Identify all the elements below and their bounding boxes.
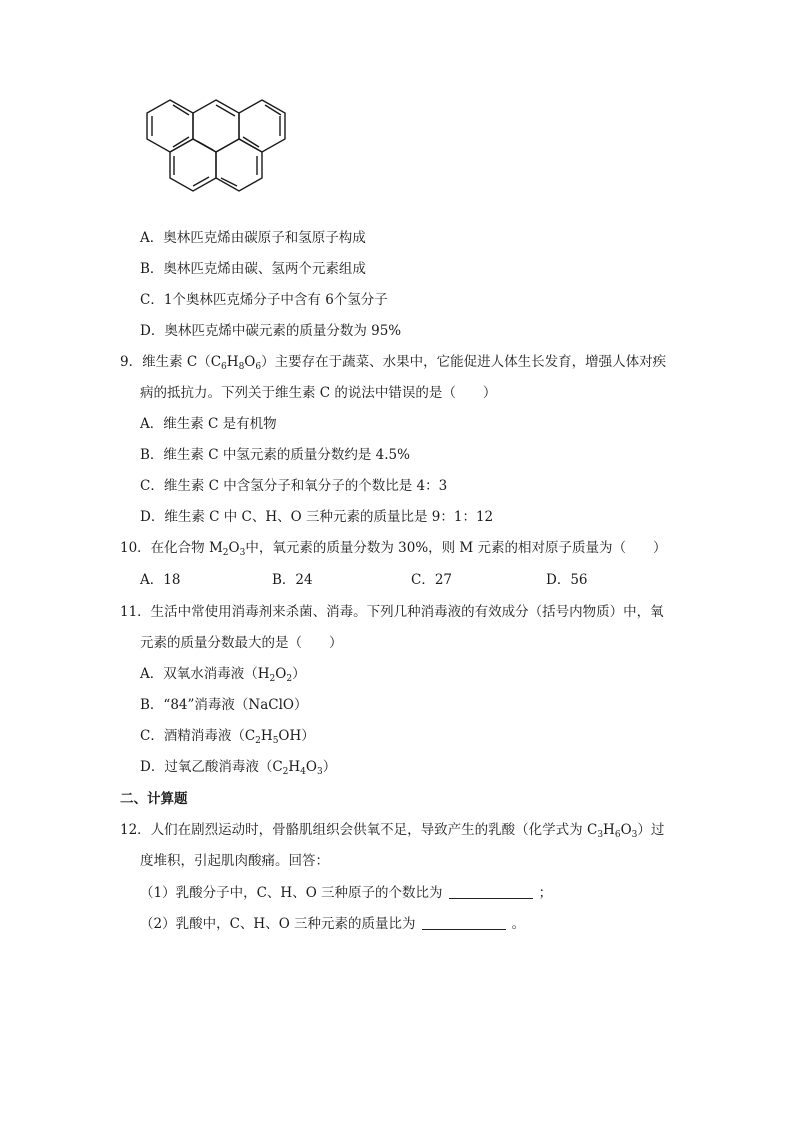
- q9-option-a: A．维生素 C 是有机物: [140, 416, 277, 432]
- q8-option-a: A．奥林匹克烯由碳原子和氢原子构成: [140, 230, 366, 246]
- q11-stem-line2: 元素的质量分数最大的是（ ）: [140, 635, 343, 651]
- q12-stem-line1: 12．人们在剧烈运动时，骨骼肌组织会供氧不足，导致产生的乳酸（化学式为 $C_3H_6O_3$）过: [120, 822, 665, 840]
- q10-option-c: C．27: [411, 572, 453, 588]
- q10-option-a: A．18: [140, 572, 181, 588]
- q12-stem-line2: 度堆积，引起肌肉酸痛。回答：: [140, 853, 329, 869]
- q12-part1: （1）乳酸分子中，C、H、O 三种原子的个数比为 ；: [140, 885, 553, 901]
- section-heading: 二、计算题: [120, 791, 188, 807]
- q11-option-d: D．过氧乙酸消毒液$(C_2H_4O_3)$: [140, 759, 337, 777]
- q9-option-d: D．维生素 C 中 C、H、O 三种元素的质量比是 9：1：12: [140, 509, 494, 525]
- q11-option-a: A．双氧水消毒液$(H_2O_2)$: [140, 666, 306, 684]
- q11-option-b: B．“84”消毒液（NaClO）: [140, 697, 308, 713]
- q10-option-d: D．56: [546, 572, 588, 588]
- q12-part2-answer-blank[interactable]: [422, 915, 506, 930]
- q12-part1-answer-blank[interactable]: [449, 884, 533, 899]
- q11-stem-line1: 11．生活中常使用消毒剂来杀菌、消毒。下列几种消毒液的有效成分（括号内物质）中，氧: [120, 604, 664, 620]
- q9-stem-line1: 9．维生素 $C(C_6H_8O_6)$主要存在于蔬菜、水果中，它能促进人体生长发育，增强人体对疾: [120, 354, 667, 372]
- q9-option-c: C．维生素 C 中含氢分子和氧分子的个数比是 4：3: [140, 478, 448, 494]
- q9-option-b: B．维生素 C 中氢元素的质量分数约是 4.5%: [140, 447, 410, 463]
- q10-option-b: B．24: [272, 572, 313, 588]
- olympicene-structure-diagram: [124, 88, 324, 223]
- q9-stem-line2: 病的抵抗力。下列关于维生素 C 的说法中错误的是（ ）: [140, 385, 497, 401]
- q10-stem: 10．在化合物 $M_2O_3$中，氧元素的质量分数为 30%，则 M 元素的相对原子质量为（ ）: [120, 540, 667, 558]
- q8-option-b: B．奥林匹克烯由碳、氢两个元素组成: [140, 261, 366, 277]
- q8-option-c: C．1个奥林匹克烯分子中含有 6个氢分子: [140, 292, 388, 308]
- q8-option-d: D．奥林匹克烯中碳元素的质量分数为 95%: [140, 323, 402, 339]
- q11-option-c: C．酒精消毒液$(C_2H_5OH)$: [140, 728, 315, 746]
- q12-part2: （2）乳酸中，C、H、O 三种元素的质量比为 。: [140, 916, 526, 932]
